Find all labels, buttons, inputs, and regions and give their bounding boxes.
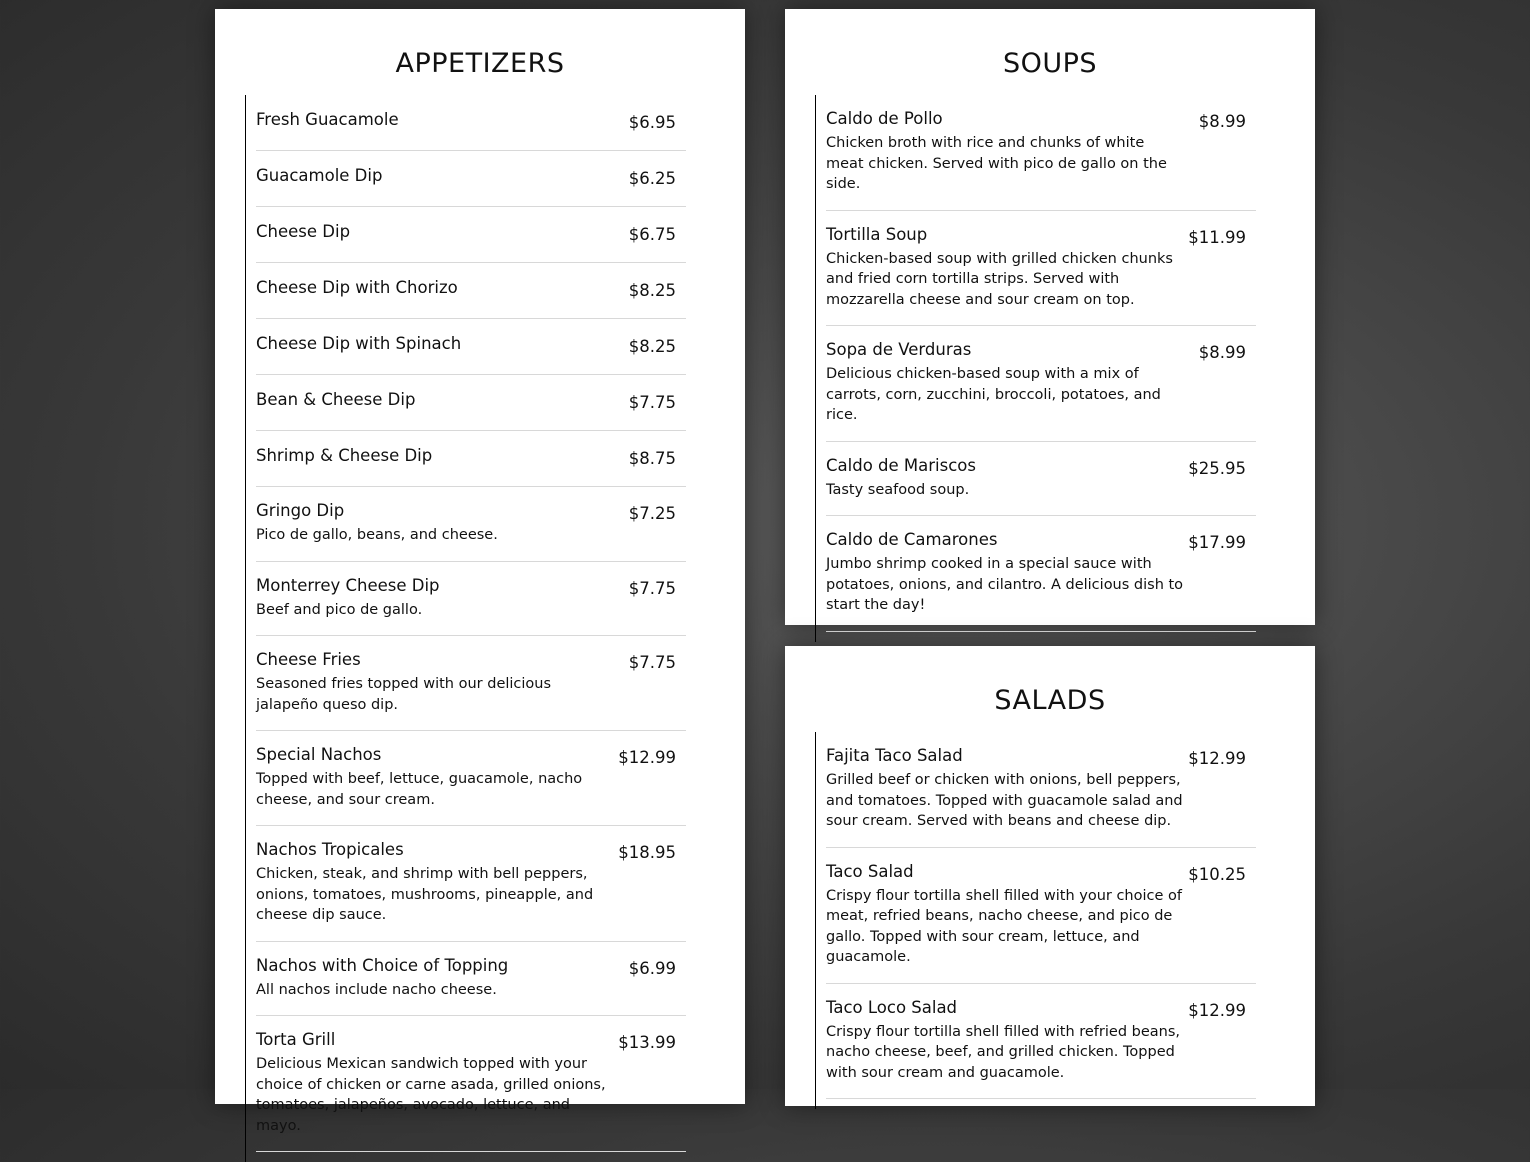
- menu-item-price: $6.75: [628, 225, 676, 244]
- menu-item: [826, 442, 1256, 517]
- menu-item: [826, 984, 1256, 1100]
- salads-title: SALADS: [994, 685, 1106, 716]
- menu-item: [256, 826, 686, 942]
- menu-item-price: $10.25: [1188, 864, 1246, 884]
- appetizers-panel: [215, 9, 745, 1134]
- menu-item-name: Bean & Cheese Dip: [256, 390, 416, 409]
- menu-item-description: Crispy flour tortilla shell filled with refried beans, nacho cheese, beef, and grilled chicken. Topped with sour cream and guacamole.: [826, 1023, 1180, 1081]
- menu-item-description: Jumbo shrimp cooked in a special sauce with potatoes, onions, and cilantro. A delicious dish to start the day!: [826, 556, 1184, 613]
- menu-item-name: Fresh Guacamole: [256, 110, 399, 129]
- appetizers-list: [245, 95, 686, 1162]
- menu-item-price: $7.75: [628, 578, 676, 598]
- menu-item-name: Cheese Dip with Chorizo: [256, 278, 458, 297]
- menu-item: [826, 326, 1256, 442]
- menu-item-description: All nachos include nacho cheese.: [256, 981, 497, 998]
- menu-item: [256, 95, 686, 151]
- menu-item-name: Nachos with Choice of Topping: [256, 955, 509, 975]
- menu-item-description: Tasty seafood soup.: [826, 481, 970, 498]
- menu-item-price: $8.25: [628, 281, 676, 300]
- salads-panel: [785, 646, 1315, 1106]
- menu-item: [826, 732, 1256, 848]
- menu-item-price: $11.99: [1188, 227, 1246, 247]
- menu-item-name: Tortilla Soup: [826, 224, 928, 244]
- menu-item-price: $8.25: [628, 337, 676, 356]
- menu-item-description: Delicious Mexican sandwich topped with your choice of chicken or carne asada, grilled onions, tomatoes, jalapeños, avocado, lettuce, and mayo.: [256, 1056, 606, 1134]
- menu-item-price: $7.25: [628, 504, 676, 523]
- menu-item: [256, 636, 686, 731]
- soups-list: [815, 95, 1256, 642]
- menu-item: [256, 431, 686, 487]
- menu-item-name: Cheese Dip: [256, 222, 351, 241]
- menu-item-description: Topped with beef, lettuce, guacamole, nacho cheese, and sour cream.: [256, 771, 583, 808]
- menu-item-description: Chicken, steak, and shrimp with bell peppers, onions, tomatoes, mushrooms, pineapple, and cheese dip sauce.: [256, 866, 594, 923]
- menu-item-price: $17.99: [1188, 533, 1246, 552]
- menu-item: [826, 95, 1256, 211]
- menu-item-name: Caldo de Pollo: [826, 109, 943, 128]
- menu-item: [826, 516, 1256, 632]
- menu-item-description: Chicken-based soup with grilled chicken chunks and fried corn tortilla strips. Served with mozzarella cheese and sour cream on top.: [826, 250, 1173, 308]
- menu-item-description: Beef and pico de gallo.: [256, 601, 423, 618]
- menu-item-price: $7.75: [628, 653, 676, 672]
- menu-item-price: $8.75: [628, 449, 676, 468]
- menu-item-description: Delicious chicken-based soup with a mix of carrots, corn, zucchini, broccoli, potatoes, and rice.: [826, 366, 1161, 423]
- menu-item: [256, 319, 686, 375]
- menu-item-price: $8.99: [1198, 112, 1246, 131]
- menu-item-price: $6.99: [628, 958, 676, 978]
- menu-item-name: Caldo de Mariscos: [826, 455, 976, 475]
- menu-item-description: Grilled beef or chicken with onions, bell peppers, and tomatoes. Topped with guacamole salad and sour cream. Served with beans and cheese dip.: [826, 772, 1183, 829]
- menu-item-price: $12.99: [618, 748, 676, 767]
- menu-item: [256, 487, 686, 562]
- menu-item-price: $6.95: [628, 113, 676, 132]
- menu-item-description: Chicken broth with rice and chunks of white meat chicken. Served with pico de gallo on the side.: [826, 135, 1167, 192]
- salads-list: [815, 732, 1256, 1109]
- menu-item: [256, 562, 686, 637]
- menu-item: [256, 151, 686, 207]
- menu-item: [256, 375, 686, 431]
- menu-item-description: Crispy flour tortilla shell filled with your choice of meat, refried beans, nacho cheese, and pico de gallo. Topped with sour cream, lettuce, and guacamole.: [826, 887, 1182, 965]
- soups-panel: [785, 9, 1315, 625]
- menu-item-description: Pico de gallo, beans, and cheese.: [256, 527, 498, 543]
- menu-item-price: $12.99: [1188, 749, 1246, 768]
- menu-item-name: Cheese Fries: [256, 650, 361, 669]
- menu-item-price: $6.25: [628, 169, 676, 188]
- appetizers-title: APPETIZERS: [395, 48, 565, 79]
- menu-item-name: Cheese Dip with Spinach: [256, 334, 462, 353]
- soups-title: SOUPS: [1002, 48, 1098, 79]
- menu-item-name: Taco Salad: [826, 861, 914, 881]
- menu-item: [256, 1016, 686, 1152]
- menu-item-price: $25.95: [1188, 458, 1246, 478]
- menu-item-name: Fajita Taco Salad: [826, 746, 963, 765]
- menu-item-name: Gringo Dip: [256, 501, 345, 520]
- menu-item-name: Nachos Tropicales: [256, 840, 404, 859]
- menu-item: [826, 211, 1256, 327]
- menu-item-name: Monterrey Cheese Dip: [256, 575, 440, 595]
- menu-item-name: Sopa de Verduras: [826, 340, 972, 359]
- menu-item: [256, 207, 686, 263]
- menu-item-price: $13.99: [618, 1033, 676, 1052]
- menu-item-price: $12.99: [1188, 1000, 1246, 1020]
- menu-item-price: $18.95: [618, 843, 676, 862]
- menu-item: [256, 942, 686, 1017]
- menu-item-name: Taco Loco Salad: [826, 997, 958, 1017]
- menu-item-price: $7.75: [628, 393, 676, 412]
- menu-item-description: Seasoned fries topped with our delicious jalapeño queso dip.: [256, 676, 552, 713]
- menu-item-name: Caldo de Camarones: [826, 530, 998, 549]
- menu-item-name: Special Nachos: [256, 745, 382, 764]
- menu-item: [826, 848, 1256, 984]
- menu-item-name: Shrimp & Cheese Dip: [256, 446, 433, 465]
- menu-item: [256, 263, 686, 319]
- menu-item: [256, 731, 686, 826]
- menu-item-name: Torta Grill: [256, 1030, 336, 1049]
- menu-item-price: $8.99: [1198, 343, 1246, 362]
- menu-item-name: Guacamole Dip: [256, 166, 383, 185]
